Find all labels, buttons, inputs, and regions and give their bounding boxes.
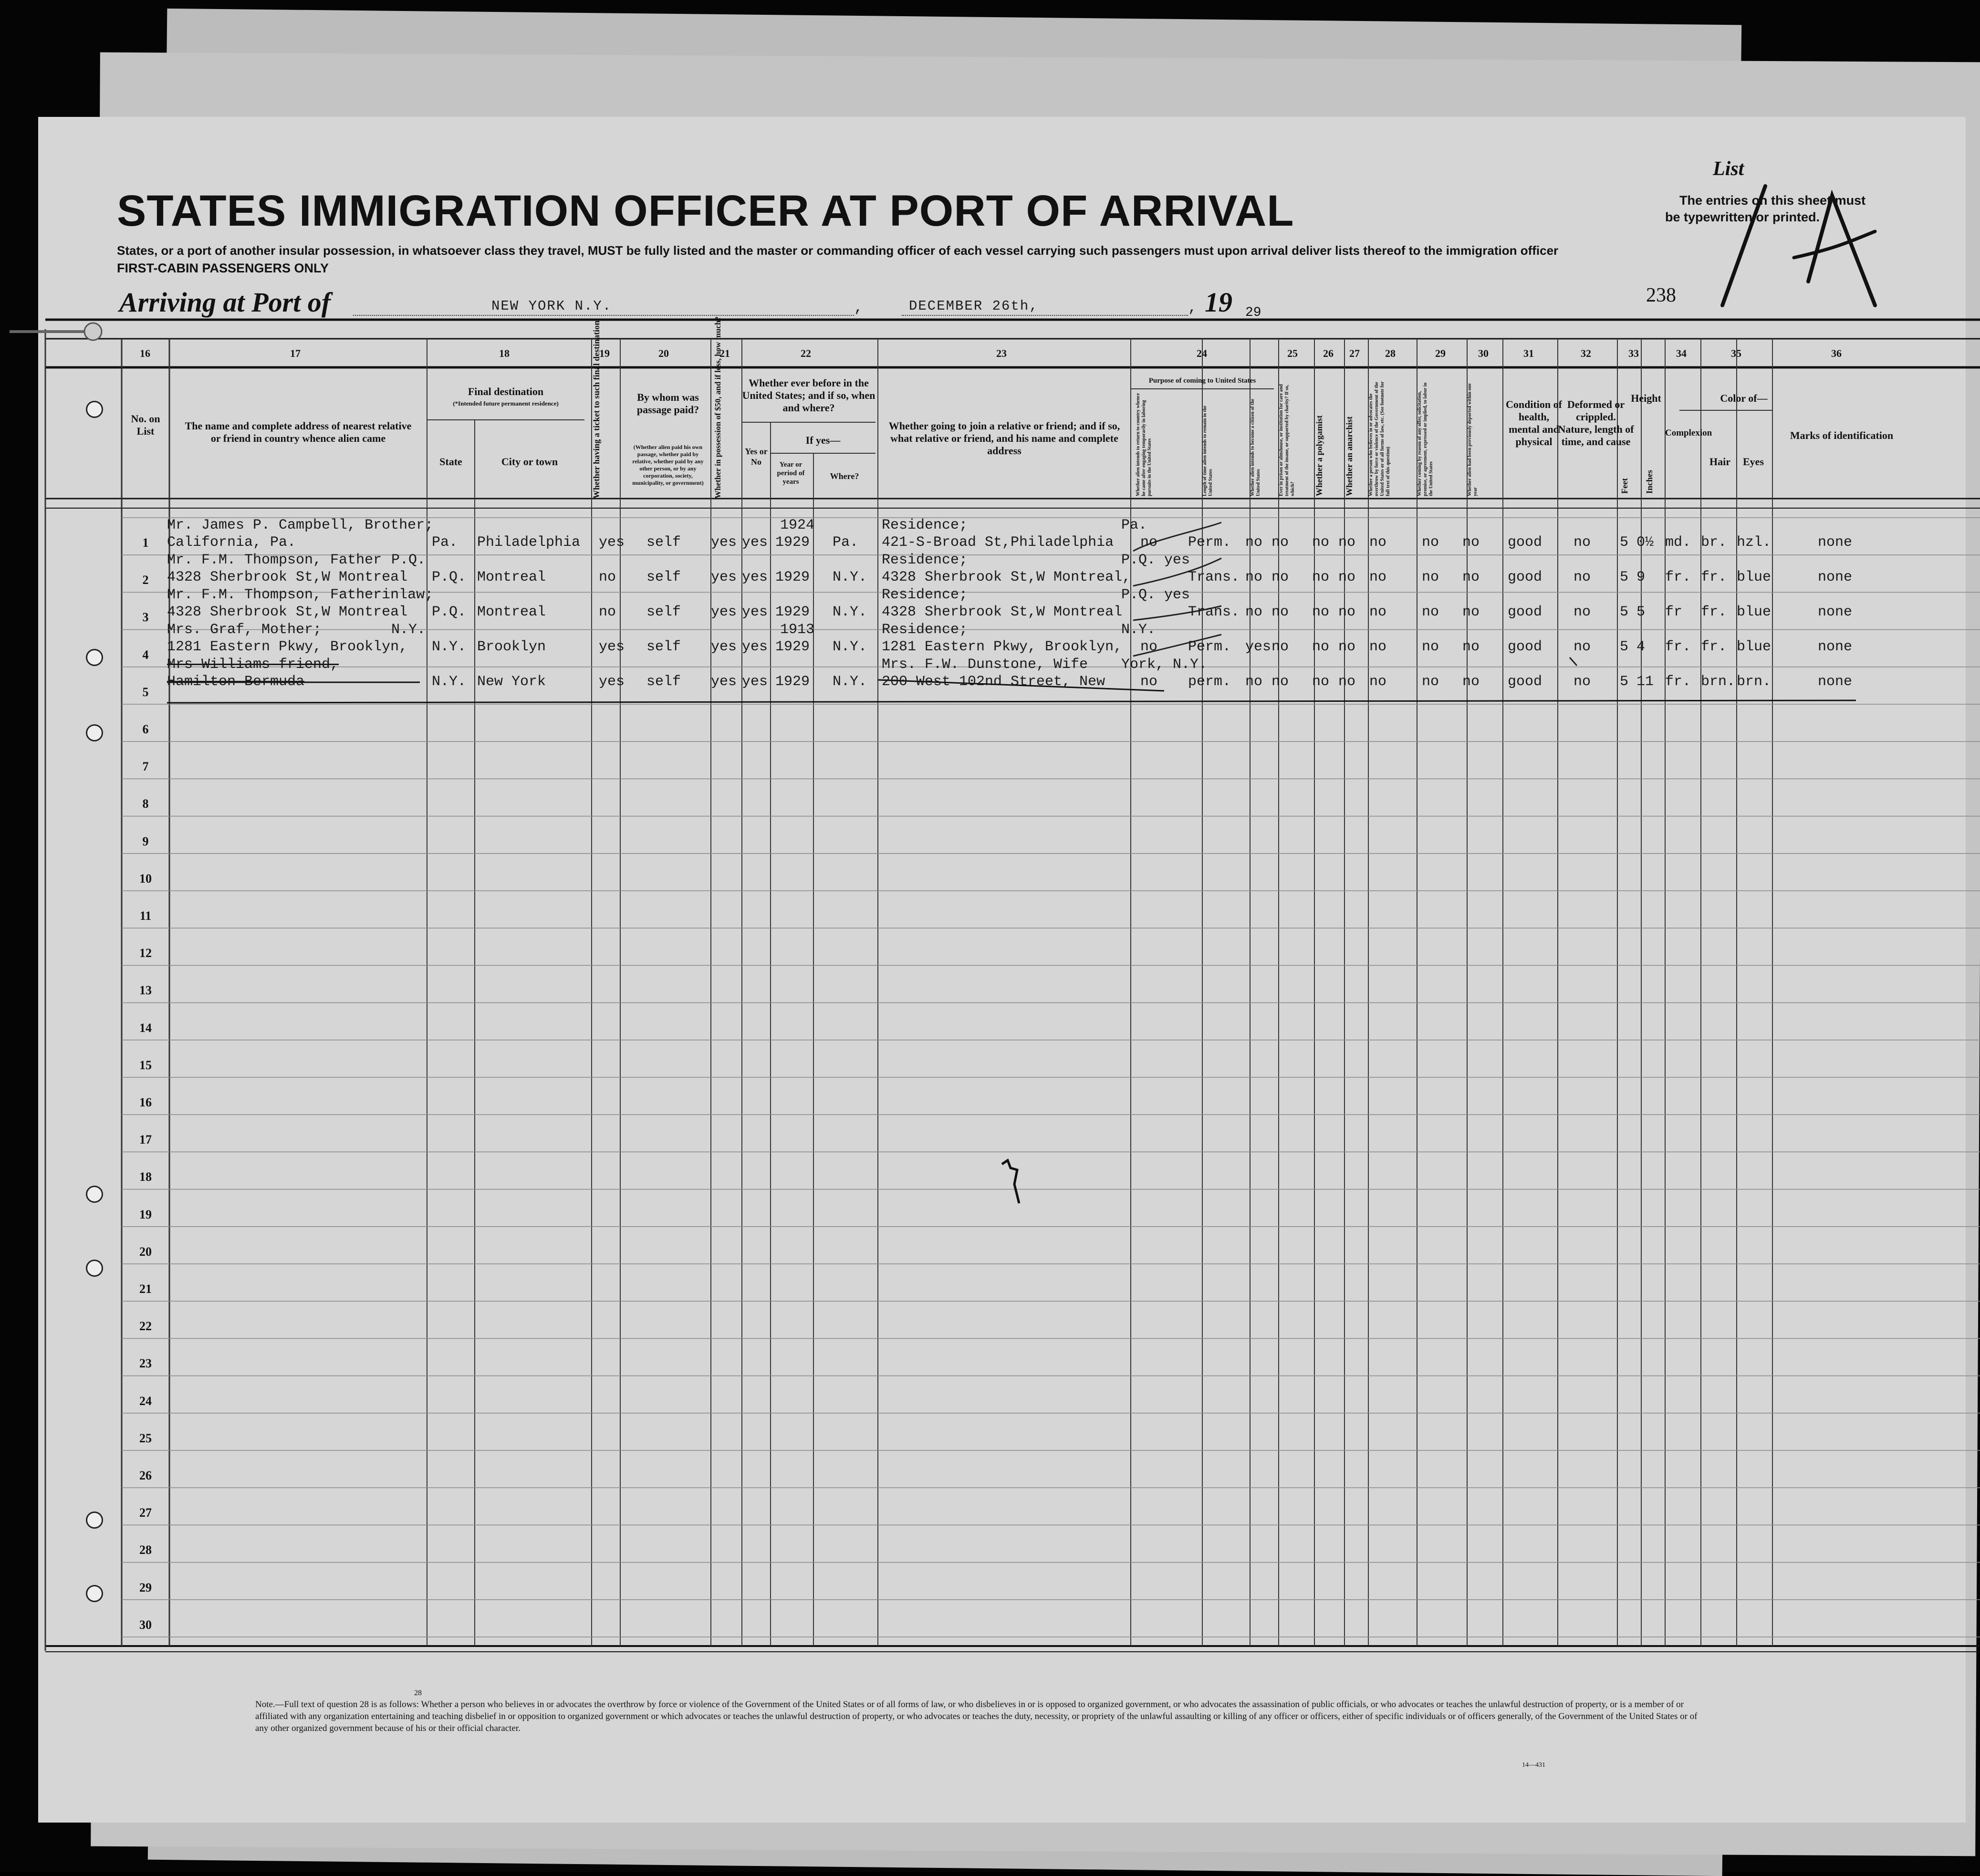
overthrow-value: no: [1369, 674, 1387, 690]
row-number: 15: [139, 1058, 152, 1072]
return-value: no: [1140, 534, 1158, 551]
form-number: 14—431: [1522, 1761, 1545, 1769]
row-number: 27: [139, 1506, 152, 1520]
row-number: 24: [139, 1394, 152, 1408]
height-feet: 5: [1620, 639, 1629, 655]
punch-hole: [86, 724, 103, 741]
header-c18-city: City or town: [501, 456, 558, 468]
header-c19: Whether having a ticket to such final destination: [592, 320, 601, 499]
header-c35: Color of—: [1720, 392, 1768, 404]
column-number: 27: [1349, 347, 1360, 359]
overthrow-value: no: [1369, 534, 1387, 551]
column-number: 33: [1628, 347, 1639, 359]
paid-by-value: self: [646, 569, 681, 585]
port-dotted-line: [353, 315, 854, 316]
column-number: 21: [719, 347, 730, 359]
destination-city: Brooklyn: [477, 639, 546, 655]
column-number: 17: [290, 347, 301, 359]
height-feet: 5: [1620, 534, 1629, 551]
where-value: N.Y.: [833, 569, 867, 585]
port-comma: ,: [854, 300, 863, 316]
list-handwritten: [1737, 181, 1742, 187]
row-number: 8: [142, 797, 149, 811]
destination-city: Montreal: [477, 604, 546, 620]
length-of-stay: Trans.: [1188, 569, 1240, 585]
labor-offer-value: no: [1422, 604, 1439, 620]
row-number: 5: [142, 685, 149, 699]
length-of-stay: Perm.: [1188, 534, 1231, 551]
deported-value: no: [1462, 639, 1480, 655]
polygamist-value: no: [1312, 569, 1330, 585]
deformed-value: no: [1574, 639, 1591, 655]
complexion-value: fr.: [1665, 674, 1691, 690]
header-c26: Whether a polygamist: [1314, 415, 1324, 496]
eye-color: hzl.: [1737, 534, 1772, 551]
labor-offer-value: no: [1422, 534, 1439, 551]
header-c20: By whom was passage paid?: [636, 391, 699, 416]
relative-address: Hamilton Bermuda: [167, 674, 305, 690]
height-inches: 9: [1636, 569, 1646, 585]
header-c23: Whether going to join a relative or friend; and if so, what relative or friend, and his name and complete address: [888, 420, 1120, 457]
header-c33-inches: Inches: [1645, 469, 1654, 494]
eye-color: blue: [1737, 569, 1772, 585]
date-comma: ,: [1188, 300, 1197, 316]
header-c21: Whether in possession of $50, and if less, how much?: [713, 316, 722, 499]
header-c35-hair: Hair: [1709, 456, 1730, 468]
row-number: 28: [139, 1543, 152, 1557]
complexion-value: fr.: [1665, 639, 1691, 655]
row-number: 18: [139, 1170, 152, 1184]
labor-offer-value: no: [1422, 639, 1439, 655]
header-c34: Complexion: [1665, 428, 1712, 438]
instructions: States, or a port of another insular possession, in whatsoever class they travel, MUST be fully listed and the master or commanding officer of each vessel carrying such passengers must upon arrival deliver lists thereof to the immigration officer: [117, 243, 1559, 258]
destination-city: Philadelphia: [477, 534, 581, 551]
arriving-label: Arriving at Port of: [119, 287, 331, 318]
header-c18: Final destination: [468, 386, 544, 397]
punch-hole: [86, 1186, 103, 1203]
list-label: List: [1713, 158, 1744, 180]
typewriter-note-2: be typewritten or printed.: [1665, 210, 1820, 224]
citizen-value: no: [1245, 604, 1263, 620]
destination-city: Montreal: [477, 569, 546, 585]
punch-hole: [86, 1260, 103, 1277]
anarchist-value: no: [1338, 604, 1356, 620]
height-inches: 4: [1636, 639, 1646, 655]
join-relative-address: 4328 Sherbrook St,W Montreal,: [882, 569, 1131, 585]
identification-marks: none: [1818, 674, 1853, 690]
relative-address: 1281 Eastern Pkwy, Brooklyn,: [167, 639, 408, 655]
year-previous: 1913: [780, 622, 815, 638]
prison-value: no: [1271, 639, 1289, 655]
row-number: 12: [139, 946, 152, 960]
row-number: 16: [139, 1095, 152, 1109]
been-before-value: yes: [742, 674, 768, 690]
deported-value: no: [1462, 534, 1480, 551]
column-number: 28: [1385, 347, 1396, 359]
length-of-stay: perm.: [1188, 674, 1231, 690]
relative-address: California, Pa.: [167, 534, 296, 551]
hair-color: fr.: [1701, 569, 1727, 585]
year-previous: 1924: [780, 517, 815, 533]
row-number: 2: [142, 573, 149, 587]
join-relative-line1: Residence;: [882, 517, 968, 533]
ticket-value: no: [599, 569, 616, 585]
length-of-stay: Trans.: [1188, 604, 1240, 620]
column-number: 29: [1435, 347, 1446, 359]
eye-color: blue: [1737, 604, 1772, 620]
hair-color: fr.: [1701, 604, 1727, 620]
column-number: 25: [1287, 347, 1298, 359]
join-relative-line1: Residence;: [882, 552, 968, 568]
polygamist-value: no: [1312, 534, 1330, 551]
deformed-value: no: [1574, 569, 1591, 585]
year-value: 1929: [775, 534, 810, 551]
where-value: N.Y.: [833, 604, 867, 620]
where-value: N.Y.: [833, 639, 867, 655]
relative-address: 4328 Sherbrook St,W Montreal: [167, 604, 408, 620]
complexion-value: md.: [1665, 534, 1691, 551]
destination-state: P.Q.: [432, 604, 467, 620]
header-c22: Whether ever before in the United States; and if so, when and where?: [742, 377, 875, 414]
year-value: 1929: [775, 674, 810, 690]
row-number: 6: [142, 722, 149, 736]
row-number: 14: [139, 1021, 152, 1035]
column-number: 16: [140, 347, 150, 359]
row-number: 11: [139, 909, 152, 923]
paid-by-value: self: [646, 604, 681, 620]
deported-value: no: [1462, 674, 1480, 690]
row-number: 30: [139, 1617, 152, 1632]
been-before-value: yes: [742, 534, 768, 551]
destination-state: N.Y.: [432, 674, 467, 690]
join-relative-province: N.Y.: [1121, 622, 1156, 638]
punch-hole: [86, 1511, 103, 1529]
header-c16: No. on List: [131, 413, 160, 437]
page-title: STATES IMMIGRATION OFFICER AT PORT OF ARRIVAL: [117, 187, 1294, 235]
where-value: Pa.: [833, 534, 859, 551]
column-number: 36: [1831, 347, 1842, 359]
footnote-number: 28: [414, 1689, 422, 1697]
join-relative-address: 200 West 102nd Street, New: [882, 674, 1105, 690]
labor-offer-value: no: [1422, 569, 1439, 585]
row-number: 9: [142, 834, 149, 848]
row-number: 26: [139, 1469, 152, 1482]
prison-value: no: [1271, 674, 1289, 690]
height-feet: 5: [1620, 569, 1629, 585]
row-number: 13: [139, 983, 152, 998]
complexion-value: fr.: [1665, 569, 1691, 585]
deformed-value: no: [1574, 674, 1591, 690]
column-number: 19: [599, 347, 610, 359]
column-number: 34: [1676, 347, 1687, 359]
paid-by-value: self: [646, 674, 681, 690]
year-suffix: 29: [1245, 305, 1261, 320]
prison-value: no: [1271, 569, 1289, 585]
identification-marks: none: [1818, 639, 1853, 655]
destination-state: P.Q.: [432, 569, 467, 585]
join-relative-line1: Residence;: [882, 622, 968, 638]
header-c33-feet: Feet: [1620, 478, 1629, 494]
join-relative-address: 4328 Sherbrook St,W Montreal: [882, 604, 1123, 620]
citizen-value: no: [1245, 569, 1263, 585]
column-number: 22: [801, 347, 811, 359]
identification-marks: none: [1818, 604, 1853, 620]
header-c25: Ever in prison or almshouse, or institution for care and treatment of the insane, or supported by charity? If so, which?: [1279, 384, 1295, 496]
height-inches: 11: [1636, 674, 1654, 690]
header-c22-yesno: Yes or No: [745, 447, 768, 467]
destination-state: Pa.: [432, 534, 458, 551]
column-number: 24: [1197, 347, 1207, 359]
relative-province: N.Y.: [391, 622, 426, 638]
destination-city: New York: [477, 674, 546, 690]
been-before-value: yes: [742, 639, 768, 655]
hair-color: fr.: [1701, 639, 1727, 655]
row-number: 19: [139, 1207, 152, 1221]
row-number: 7: [142, 760, 149, 774]
header-c31: Condition of health, mental and physical: [1506, 398, 1562, 448]
row-number: 21: [139, 1282, 152, 1296]
eye-color: blue: [1737, 639, 1772, 655]
row-number: 22: [139, 1319, 152, 1334]
header-c18-state: State: [439, 456, 462, 468]
money-value: yes: [711, 674, 737, 690]
paid-by-value: self: [646, 534, 681, 551]
typewriter-note-1: The entries on this sheet must: [1679, 193, 1866, 208]
return-value: no: [1140, 674, 1158, 690]
punch-hole: [86, 1585, 103, 1602]
hair-color: br.: [1701, 534, 1727, 551]
row-number: 23: [139, 1356, 152, 1371]
height-feet: 5: [1620, 674, 1629, 690]
complexion-value: fr: [1665, 604, 1683, 620]
column-number: 26: [1323, 347, 1334, 359]
row-number: 3: [142, 610, 149, 625]
health-value: good: [1508, 534, 1542, 551]
money-value: yes: [711, 604, 737, 620]
anarchist-value: no: [1338, 674, 1356, 690]
header-c28: Whether a person who believes in or advocates the overthrow by force or violence of the Government of the United States or of all forms of law, etc. (See footnote for full text of this question): [1368, 381, 1391, 496]
relative-name: Mr. F.M. Thompson, Father: [167, 552, 382, 568]
money-value: yes: [711, 569, 737, 585]
join-relative-line1: Residence;: [882, 587, 968, 603]
row-number: 4: [142, 647, 149, 662]
row-number: 17: [139, 1133, 152, 1147]
relative-address: 4328 Sherbrook St,W Montreal: [167, 569, 408, 585]
row-number: 1: [142, 536, 149, 550]
overthrow-value: no: [1369, 569, 1387, 585]
join-relative-address: 421-S-Broad St,Philadelphia: [882, 534, 1114, 551]
page-number: 238: [1646, 284, 1676, 306]
column-number: 30: [1478, 347, 1489, 359]
join-relative-province: York, N.Y.: [1121, 657, 1208, 673]
length-of-stay: Perm.: [1188, 639, 1231, 655]
anarchist-value: no: [1338, 569, 1356, 585]
punch-hole: [86, 649, 103, 666]
column-number: 32: [1581, 347, 1591, 359]
header-c17: The name and complete address of nearest relative or friend in country whence alien came: [185, 420, 412, 444]
punch-hole: [86, 401, 103, 418]
citizen-value: yes: [1245, 639, 1271, 655]
header-c22-year: Year or period of years: [777, 461, 805, 486]
ticket-value: yes: [599, 674, 625, 690]
where-value: N.Y.: [833, 674, 867, 690]
identification-marks: none: [1818, 569, 1853, 585]
relative-name: Mr. James P. Campbell, Brother;: [167, 517, 434, 533]
join-relative-address: 1281 Eastern Pkwy, Brooklyn,: [882, 639, 1123, 655]
ticket-value: no: [599, 604, 616, 620]
header-c35-eyes: Eyes: [1743, 456, 1764, 468]
header-c24: Purpose of coming to United States: [1148, 377, 1256, 385]
health-value: good: [1508, 674, 1542, 690]
year-value: 1929: [775, 569, 810, 585]
money-value: yes: [711, 639, 737, 655]
header-c24-a: Whether alien intends to return to country whence he came after engaging temporarily in laboring pursuits in the United States: [1136, 393, 1152, 496]
deported-value: no: [1462, 569, 1480, 585]
deformed-value: no: [1574, 534, 1591, 551]
health-value: good: [1508, 604, 1542, 620]
header-c29: Whether coming by reason of any offer, solicitation, promise, or agreement, expressed or implied, to labor in the United States: [1417, 382, 1434, 496]
header-c30: Whether alien had been previously deported within one year: [1467, 383, 1478, 496]
labor-offer-value: no: [1422, 674, 1439, 690]
height-inches: 5: [1636, 604, 1646, 620]
join-relative-province: P.Q. yes: [1121, 552, 1190, 568]
header-c22-where: Where?: [830, 471, 859, 481]
height-feet: 5: [1620, 604, 1629, 620]
row-number: 29: [139, 1580, 152, 1595]
polygamist-value: no: [1312, 639, 1330, 655]
deformed-value: no: [1574, 604, 1591, 620]
row-number: 20: [139, 1244, 152, 1259]
date-dotted-line: [902, 315, 1188, 316]
height-inches: 0½: [1636, 534, 1654, 551]
row-number: 10: [139, 871, 152, 886]
relative-name: Mrs Williams friend,: [167, 657, 339, 673]
hair-color: brn.: [1701, 674, 1736, 690]
eye-color: brn.: [1737, 674, 1772, 690]
citizen-value: no: [1245, 534, 1263, 551]
ticket-value: yes: [599, 534, 625, 551]
paid-by-value: self: [646, 639, 681, 655]
header-c27: Whether an anarchist: [1344, 416, 1354, 496]
year-prefix: 19: [1205, 287, 1232, 318]
header-c24-c: Whether alien intends to become a citizen of the United States: [1250, 398, 1261, 496]
overthrow-value: no: [1369, 639, 1387, 655]
identification-marks: none: [1818, 534, 1853, 551]
prison-value: no: [1271, 534, 1289, 551]
join-relative-line1: Mrs. F.W. Dunstone, Wife: [882, 657, 1088, 673]
prison-value: no: [1271, 604, 1289, 620]
arrival-date: DECEMBER 26th,: [909, 298, 1039, 314]
row-number: 25: [139, 1431, 152, 1445]
column-number: 18: [499, 347, 510, 359]
year-value: 1929: [775, 604, 810, 620]
anarchist-value: no: [1338, 534, 1356, 551]
relative-name: Mr. F.M. Thompson, Fatherinlaw;: [167, 587, 434, 603]
year-value: 1929: [775, 639, 810, 655]
cabin-class: FIRST-CABIN PASSENGERS ONLY: [117, 261, 329, 275]
health-value: good: [1508, 569, 1542, 585]
overthrow-value: no: [1369, 604, 1387, 620]
column-number: 31: [1523, 347, 1534, 359]
deported-value: no: [1462, 604, 1480, 620]
health-value: good: [1508, 639, 1542, 655]
polygamist-value: no: [1312, 604, 1330, 620]
header-c32: Deformed or crippled. Nature, length of time, and cause: [1558, 398, 1634, 448]
column-number: 23: [996, 347, 1007, 359]
header-c22-ifyes: If yes—: [805, 434, 841, 446]
anarchist-value: no: [1338, 639, 1356, 655]
citizen-value: no: [1245, 674, 1263, 690]
footnote: Note.—Full text of question 28 is as follows: Whether a person who believes in or advocates the overthrow by force or violence of the Government of the United States or of all forms of law, or who disbelieves in or is opposed to organized government, or who advocates the assassination of public officials, or who advocates or teaches the unlawful destruction of property, or is a member of or affiliated with any organization entertaining and teaching disbelief in or opposition to organized government or which advocates or teaches the unlawful destruction of property, or who advocates or teaches the duty, necessity, or propriety of the unlawful assaulting or killing of any officer or officers, either of specific individuals or of officers generally, of the Government of the United States or of any other organized government because of his or their official character.: [255, 1699, 1698, 1733]
header-c24-b: Length of time alien intends to remain in the United States: [1202, 406, 1213, 496]
relative-province: P.Q.: [391, 552, 426, 568]
header-c18-note: (*Intended future permanent residence): [453, 400, 559, 407]
column-number: 20: [658, 347, 669, 359]
relative-name: Mrs. Graf, Mother;: [167, 622, 322, 638]
port-name: NEW YORK N.Y.: [491, 298, 612, 314]
join-relative-province: P.Q. yes: [1121, 587, 1190, 603]
header-c36: Marks of identification: [1790, 429, 1894, 441]
ticket-value: yes: [599, 639, 625, 655]
join-relative-province: Pa.: [1121, 517, 1147, 533]
column-number: 35: [1731, 347, 1741, 359]
header-c20-note: (Whether alien paid his own passage, whether paid by relative, whether paid by any other person, or by any corporation, society, municipality, or government): [632, 444, 704, 486]
been-before-value: yes: [742, 569, 768, 585]
polygamist-value: no: [1312, 674, 1330, 690]
money-value: yes: [711, 534, 737, 551]
destination-state: N.Y.: [432, 639, 467, 655]
return-value: no: [1140, 639, 1158, 655]
been-before-value: yes: [742, 604, 768, 620]
header-c33: Height: [1631, 392, 1661, 404]
